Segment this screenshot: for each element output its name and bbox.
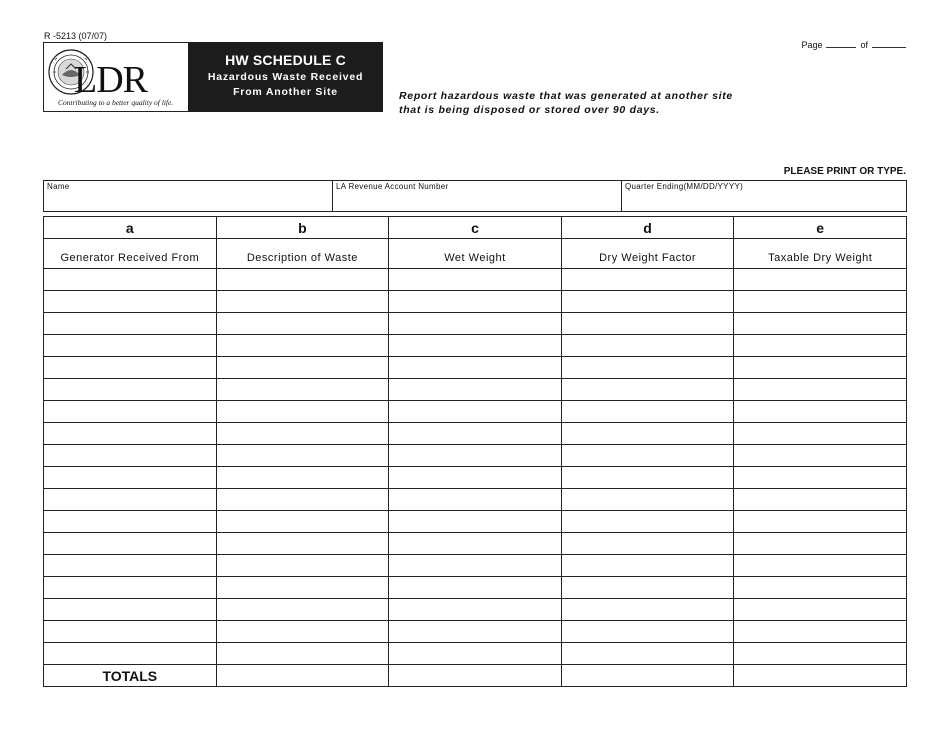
- table-row: [44, 379, 907, 401]
- entry-cell[interactable]: [734, 577, 907, 599]
- entry-cell[interactable]: [734, 335, 907, 357]
- column-header: Description of Waste: [216, 239, 389, 269]
- table-row: [44, 445, 907, 467]
- entry-cell[interactable]: [561, 621, 734, 643]
- entry-cell[interactable]: [216, 269, 389, 291]
- of-label: of: [860, 40, 868, 50]
- logo-tagline: Contributing to a better quality of life.: [58, 98, 174, 107]
- print-note: PLEASE PRINT OR TYPE.: [783, 166, 906, 177]
- table-row: [44, 335, 907, 357]
- entry-cell[interactable]: [389, 511, 562, 533]
- entry-cell[interactable]: [561, 511, 734, 533]
- entry-cell[interactable]: [216, 335, 389, 357]
- entry-cell[interactable]: [44, 467, 217, 489]
- entry-cell[interactable]: [734, 379, 907, 401]
- entry-cell[interactable]: [44, 577, 217, 599]
- table-row: [44, 357, 907, 379]
- table-row: [44, 533, 907, 555]
- entry-cell[interactable]: [44, 313, 217, 335]
- account-number-label: LA Revenue Account Number: [336, 182, 449, 191]
- schedule-subtitle-line2: From Another Site: [233, 86, 338, 98]
- table-row: [44, 423, 907, 445]
- entry-cell[interactable]: [389, 357, 562, 379]
- logo-letters: LDR: [74, 59, 147, 101]
- entry-cell[interactable]: [734, 423, 907, 445]
- entry-cell[interactable]: [44, 291, 217, 313]
- entry-cell[interactable]: [561, 269, 734, 291]
- entry-cell[interactable]: [44, 643, 217, 665]
- entry-cell[interactable]: [216, 313, 389, 335]
- totals-label: TOTALS: [44, 665, 217, 687]
- entry-cell[interactable]: [734, 313, 907, 335]
- schedule-subtitle-line1: Hazardous Waste Received: [207, 71, 364, 83]
- entry-cell[interactable]: [44, 533, 217, 555]
- entry-cell[interactable]: [734, 599, 907, 621]
- entry-cell[interactable]: [44, 445, 217, 467]
- entry-cell[interactable]: [734, 533, 907, 555]
- entry-cell[interactable]: [216, 489, 389, 511]
- taxpayer-info-row: [43, 180, 907, 212]
- instructions-line1: Report hazardous waste that was generated at another site: [399, 90, 733, 102]
- waste-table: [43, 216, 907, 687]
- entry-cell[interactable]: [389, 401, 562, 423]
- entry-cell[interactable]: [389, 577, 562, 599]
- entry-cell[interactable]: [216, 467, 389, 489]
- entry-cell[interactable]: [44, 335, 217, 357]
- entry-cell[interactable]: [734, 467, 907, 489]
- entry-cell[interactable]: [561, 291, 734, 313]
- table-row: [44, 511, 907, 533]
- entry-cell[interactable]: [389, 533, 562, 555]
- quarter-ending-label: Quarter Ending(MM/DD/YYYY): [625, 182, 744, 191]
- entry-cell[interactable]: [216, 555, 389, 577]
- entry-cell[interactable]: [561, 445, 734, 467]
- entry-cell[interactable]: [734, 511, 907, 533]
- table-row: [44, 313, 907, 335]
- column-letter: a: [44, 217, 217, 239]
- entry-cell[interactable]: [561, 489, 734, 511]
- entry-cell[interactable]: [561, 335, 734, 357]
- entry-cell[interactable]: [561, 599, 734, 621]
- schedule-title-box: [188, 42, 383, 112]
- table-row: [44, 467, 907, 489]
- entry-cell[interactable]: [561, 467, 734, 489]
- entry-cell[interactable]: [216, 621, 389, 643]
- entry-cell[interactable]: [734, 555, 907, 577]
- column-header: Generator Received From: [44, 239, 217, 269]
- instructions: [399, 90, 733, 117]
- entry-cell[interactable]: [44, 379, 217, 401]
- entry-cell[interactable]: [734, 269, 907, 291]
- entry-cell[interactable]: [216, 643, 389, 665]
- entry-cell[interactable]: [44, 423, 217, 445]
- page-number-field[interactable]: [826, 47, 856, 48]
- entry-cell[interactable]: [561, 643, 734, 665]
- entry-cell[interactable]: [734, 445, 907, 467]
- entry-cell[interactable]: [44, 401, 217, 423]
- entry-cell[interactable]: [389, 555, 562, 577]
- name-field[interactable]: [44, 181, 332, 211]
- entry-cell[interactable]: [216, 599, 389, 621]
- entry-cell[interactable]: [216, 577, 389, 599]
- instructions-line2: that is being disposed or stored over 90 days.: [399, 103, 660, 116]
- table-row: [44, 621, 907, 643]
- entry-cell[interactable]: [44, 621, 217, 643]
- entry-cell[interactable]: [389, 643, 562, 665]
- account-number-field[interactable]: [332, 181, 621, 211]
- entry-cell[interactable]: [561, 357, 734, 379]
- entry-cell[interactable]: [734, 291, 907, 313]
- table-row: [44, 577, 907, 599]
- entry-cell[interactable]: [216, 291, 389, 313]
- entry-cell[interactable]: [44, 269, 217, 291]
- entry-cell[interactable]: [44, 357, 217, 379]
- table-row: [44, 401, 907, 423]
- page-total-field[interactable]: [872, 47, 906, 48]
- quarter-ending-field[interactable]: [621, 181, 906, 211]
- total-dry-weight-factor-cell[interactable]: [561, 665, 734, 687]
- entry-cell[interactable]: [44, 489, 217, 511]
- table-row: [44, 643, 907, 665]
- table-row: [44, 599, 907, 621]
- entry-cell[interactable]: [216, 357, 389, 379]
- entry-cell[interactable]: [734, 621, 907, 643]
- table-row: [44, 269, 907, 291]
- entry-cell[interactable]: [44, 511, 217, 533]
- page-number-line: [801, 40, 906, 50]
- column-header: Wet Weight: [389, 239, 562, 269]
- entry-cell[interactable]: [216, 533, 389, 555]
- entry-cell[interactable]: [561, 379, 734, 401]
- table-row: [44, 291, 907, 313]
- entry-cell[interactable]: [734, 357, 907, 379]
- entry-cell[interactable]: [561, 313, 734, 335]
- column-header-row: [44, 239, 907, 269]
- total-description-cell[interactable]: [216, 665, 389, 687]
- table-row: [44, 489, 907, 511]
- column-letter-row: [44, 217, 907, 239]
- entry-cell[interactable]: [734, 401, 907, 423]
- entry-cell[interactable]: [216, 401, 389, 423]
- entry-cell[interactable]: [389, 489, 562, 511]
- entry-cell[interactable]: [561, 577, 734, 599]
- entry-cell[interactable]: [389, 313, 562, 335]
- entry-cell[interactable]: [734, 489, 907, 511]
- entry-cell[interactable]: [389, 291, 562, 313]
- entry-cell[interactable]: [389, 445, 562, 467]
- entry-cell[interactable]: [389, 335, 562, 357]
- entry-cell[interactable]: [389, 423, 562, 445]
- entry-cell[interactable]: [389, 621, 562, 643]
- column-letter: b: [216, 217, 389, 239]
- entry-cell[interactable]: [216, 445, 389, 467]
- column-header: Taxable Dry Weight: [734, 239, 907, 269]
- total-wet-weight-cell[interactable]: [389, 665, 562, 687]
- page-label: Page: [801, 40, 823, 50]
- entry-cell[interactable]: [734, 643, 907, 665]
- schedule-title: HW SCHEDULE C: [225, 52, 346, 68]
- ldr-logo: [43, 42, 188, 112]
- table-row: [44, 555, 907, 577]
- entry-cell[interactable]: [389, 599, 562, 621]
- column-letter: d: [561, 217, 734, 239]
- entry-cell[interactable]: [216, 423, 389, 445]
- total-taxable-dry-weight-cell[interactable]: [734, 665, 907, 687]
- entry-cell[interactable]: [216, 379, 389, 401]
- column-header: Dry Weight Factor: [561, 239, 734, 269]
- entry-cell[interactable]: [44, 599, 217, 621]
- totals-row: [44, 665, 907, 687]
- column-letter: c: [389, 217, 562, 239]
- entry-cell[interactable]: [561, 555, 734, 577]
- column-letter: e: [734, 217, 907, 239]
- entry-cell[interactable]: [216, 511, 389, 533]
- entry-cell[interactable]: [389, 269, 562, 291]
- entry-cell[interactable]: [44, 555, 217, 577]
- entry-cell[interactable]: [389, 379, 562, 401]
- entry-cell[interactable]: [561, 401, 734, 423]
- name-label: Name: [47, 182, 70, 191]
- entry-cell[interactable]: [389, 467, 562, 489]
- table-body: [44, 269, 907, 665]
- form-number: R -5213 (07/07): [44, 31, 108, 41]
- entry-cell[interactable]: [561, 423, 734, 445]
- entry-cell[interactable]: [561, 533, 734, 555]
